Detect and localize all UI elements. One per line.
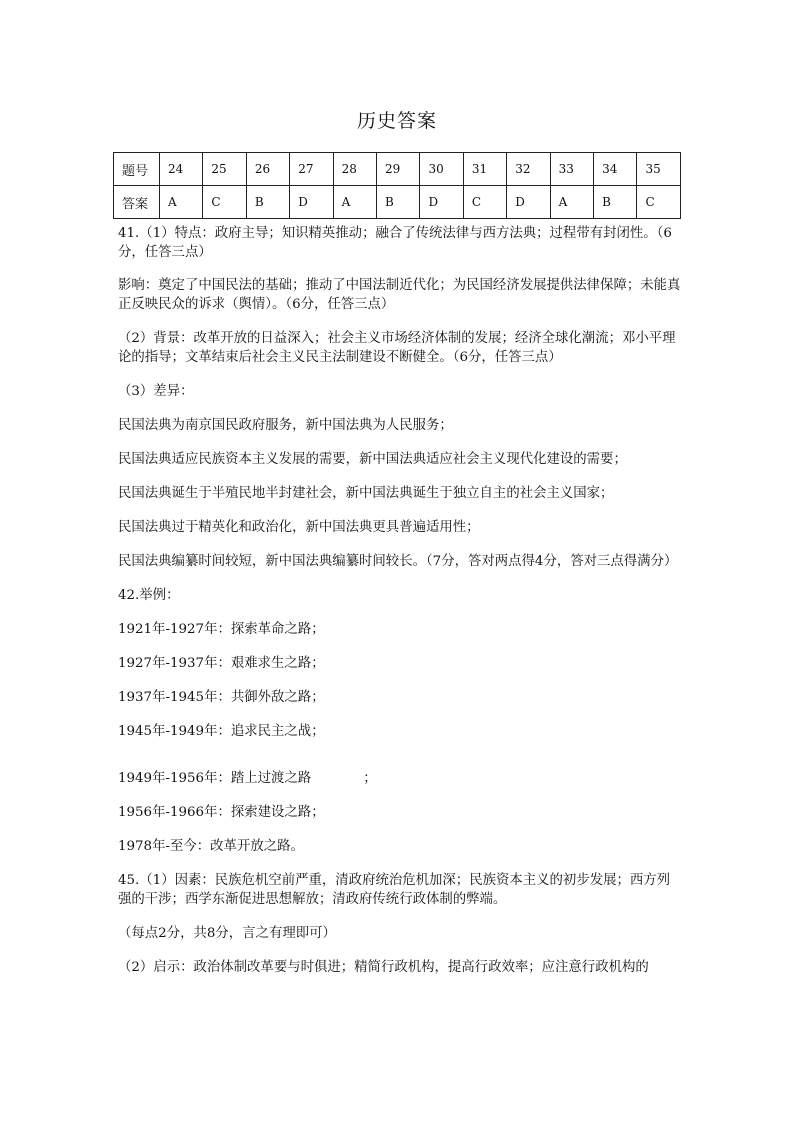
table-cell: 33: [550, 153, 593, 186]
q42-heading: 42.举例：: [118, 588, 180, 603]
table-cell: D: [507, 186, 550, 219]
table-cell: 29: [377, 153, 420, 186]
table-cell: 24: [160, 153, 203, 186]
q41-difference-item: 民国法典编纂时间较短，新中国法典编纂时间较长。（7分，答对两点得4分，答对三点得满分）: [118, 554, 678, 569]
table-cell: A: [550, 186, 593, 219]
page-title: 历史答案: [356, 110, 437, 132]
q42-period-item: 1927年-1937年：艰难求生之路；: [118, 656, 325, 671]
table-cell: 32: [507, 153, 550, 186]
q41-difference-item: 民国法典过于精英化和政治化，新中国法典更具普遍适用性；: [118, 520, 480, 535]
q41-difference-item: 民国法典诞生于半殖民地半封建社会，新中国法典诞生于独立自主的社会主义国家；: [118, 486, 614, 501]
q41-part1-features: 41.（1）特点：政府主导；知识精英推动；融合了传统法律与西方法典；过程带有封闭性。（6分，任答三点）: [118, 226, 672, 260]
table-row-label: 答案: [114, 186, 160, 219]
q41-part3-heading: （3）差异：: [118, 384, 194, 399]
table-cell: 27: [290, 153, 333, 186]
table-cell: 26: [246, 153, 289, 186]
table-cell: C: [637, 186, 681, 219]
q42-period-item: 1978年-至今：改革开放之路。: [118, 839, 304, 854]
table-cell: B: [246, 186, 289, 219]
table-cell: 25: [203, 153, 246, 186]
q42-period-item: 1945年-1949年：追求民主之战；: [118, 724, 325, 739]
table-cell: 31: [463, 153, 506, 186]
table-cell: A: [160, 186, 203, 219]
table-cell: B: [594, 186, 637, 219]
q41-part1-impact: 影响：奠定了中国民法的基础；推动了中国法制近代化；为民国经济发展提供法律保障；未能真正反映民众的诉求（舆情）。（6分，任答三点）: [118, 278, 681, 312]
q42-period-text: 1949年-1956年：踏上过渡之路: [118, 771, 312, 786]
q45-part2-insight: （2）启示：政治体制改革要与时俱进；精简行政机构，提高行政效率；应注意行政机构的: [118, 960, 649, 975]
table-cell: B: [377, 186, 420, 219]
q42-period-item: 1937年-1945年：共御外敌之路；: [118, 690, 325, 705]
table-cell: C: [203, 186, 246, 219]
q42-period-item: [118, 769, 682, 788]
table-cell: C: [463, 186, 506, 219]
table-cell: 34: [594, 153, 637, 186]
table-row-label: 题号: [114, 153, 160, 186]
answer-body: [118, 224, 682, 992]
q41-difference-item: 民国法典适应民族资本主义发展的需要，新中国法典适应社会主义现代化建设的需要；: [118, 452, 627, 467]
q42-period-item: 1956年-1966年：探索建设之路；: [118, 805, 325, 820]
table-cell: D: [290, 186, 333, 219]
table-cell: D: [420, 186, 463, 219]
q45-part1-factors: 45.（1）因素：民族危机空前严重，清政府统治危机加深；民族资本主义的初步发展；西方列强的干涉；西学东渐促进思想解放；清政府传统行政体制的弊端。: [118, 873, 671, 907]
q45-scoring-note: （每点2分，共8分，言之有理即可）: [118, 926, 336, 941]
table-cell: 30: [420, 153, 463, 186]
answer-table: [113, 152, 681, 219]
q42-period-item: 1921年-1927年：探索革命之路；: [118, 622, 325, 637]
table-cell: 28: [333, 153, 376, 186]
table-cell: A: [333, 186, 376, 219]
q41-part2-background: （2）背景：改革开放的日益深入；社会主义市场经济体制的发展；经济全球化潮流；邓小平理论的指导；文革结束后社会主义民主法制建设不断健全。（6分，任答三点）: [118, 331, 676, 365]
q41-difference-item: 民国法典为南京国民政府服务，新中国法典为人民服务；: [118, 418, 453, 433]
q42-period-semicolon: ；: [363, 771, 377, 786]
table-cell: 35: [637, 153, 681, 186]
table-row: [114, 153, 681, 186]
table-row: [114, 186, 681, 219]
